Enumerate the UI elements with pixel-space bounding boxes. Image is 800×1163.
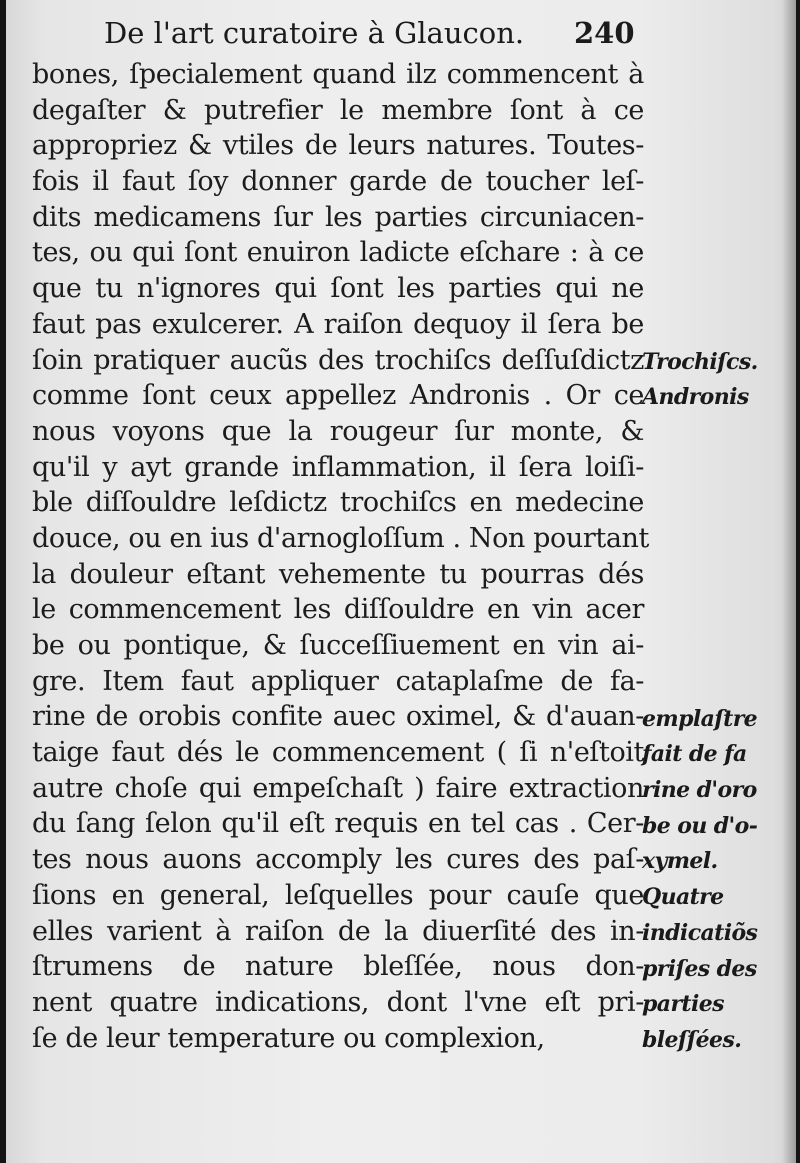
text-line: dits medicamens ſur les parties circuniacen- xyxy=(32,201,644,233)
text-line: le commencement les diſſouldre en vin acer xyxy=(32,594,644,626)
text-line: comme ſont ceux appellez Andronis . Or ce xyxy=(32,380,644,412)
text-line: elles varient à raiſon de la diuerſité des in- xyxy=(32,915,644,947)
margin-note: bleſſées. xyxy=(642,1026,742,1053)
text-line: taige faut dés le commencement ( ſi n'eſtoit xyxy=(32,737,644,769)
margin-note: Trochiſcs. xyxy=(642,348,758,375)
text-line: gre. Item faut appliquer cataplaſme de fa- xyxy=(32,665,644,697)
margin-note: indicatiõs xyxy=(642,919,758,946)
page-number: 240 xyxy=(574,16,635,50)
margin-note: priſes des xyxy=(642,955,757,982)
margin-note: be ou d'o- xyxy=(642,812,758,839)
text-line: qu'il y ayt grande inflammation, il ſera loiſi- xyxy=(32,451,644,483)
text-line: la douleur eſtant vehemente tu pourras dés xyxy=(32,558,644,590)
text-line: du ſang ſelon qu'il eſt requis en tel cas . Cer- xyxy=(32,808,644,840)
text-line: degaſter & putrefier le membre ſont à ce xyxy=(32,94,644,126)
margin-note: fait de fa xyxy=(642,741,747,768)
text-line: autre choſe qui empeſchaſt ) faire extraction xyxy=(32,772,644,804)
text-line: ſe de leur temperature ou complexion, xyxy=(32,1022,545,1054)
running-title: De l'art curatoire à Glaucon. xyxy=(104,16,525,50)
text-line: nous voyons que la rougeur ſur monte, & xyxy=(32,415,644,447)
text-line: fois il faut ſoy donner garde de toucher leſ- xyxy=(32,166,644,198)
text-line: ſtrumens de nature bleſſée, nous don- xyxy=(32,951,644,983)
text-line: appropriez & vtiles de leurs natures. Toutes- xyxy=(32,130,644,162)
book-page xyxy=(6,0,796,1163)
text-line: ble diſſouldre leſdictz trochiſcs en medecine xyxy=(32,487,644,519)
text-line: ſoin pratiquer aucũs des trochiſcs deſſuſdictz xyxy=(32,344,644,376)
text-line: tes nous auons accomply les cures des paſ- xyxy=(32,844,644,876)
margin-notes xyxy=(6,0,796,1163)
text-line: tes, ou qui ſont enuiron ladicte eſchare : à ce xyxy=(32,237,644,269)
margin-note: Quatre xyxy=(642,884,724,911)
text-line: ſions en general, leſquelles pour cauſe que xyxy=(32,879,644,911)
text-line: bones, ſpecialement quand ilz commencent à xyxy=(32,59,644,90)
margin-note: xymel. xyxy=(642,848,718,875)
text-line: faut pas exulcerer. A raiſon dequoy il ſera be xyxy=(32,308,644,340)
text-line: que tu n'ignores qui ſont les parties qui ne xyxy=(32,273,644,305)
text-line: nent quatre indications, dont l'vne eſt pri- xyxy=(32,986,644,1018)
text-line: douce, ou en ius d'arnogloſſum . Non pourtant xyxy=(32,522,649,554)
text-line: rine de orobis confite auec oximel, & d'auan- xyxy=(32,701,644,733)
margin-note: emplaſtre xyxy=(642,705,758,732)
margin-note: rine d'oro xyxy=(642,777,757,803)
text-line: be ou pontique, & ſucceſſiuement en vin ai- xyxy=(32,630,644,661)
margin-note: Andronis xyxy=(642,384,749,411)
margin-note: parties xyxy=(642,991,724,1018)
